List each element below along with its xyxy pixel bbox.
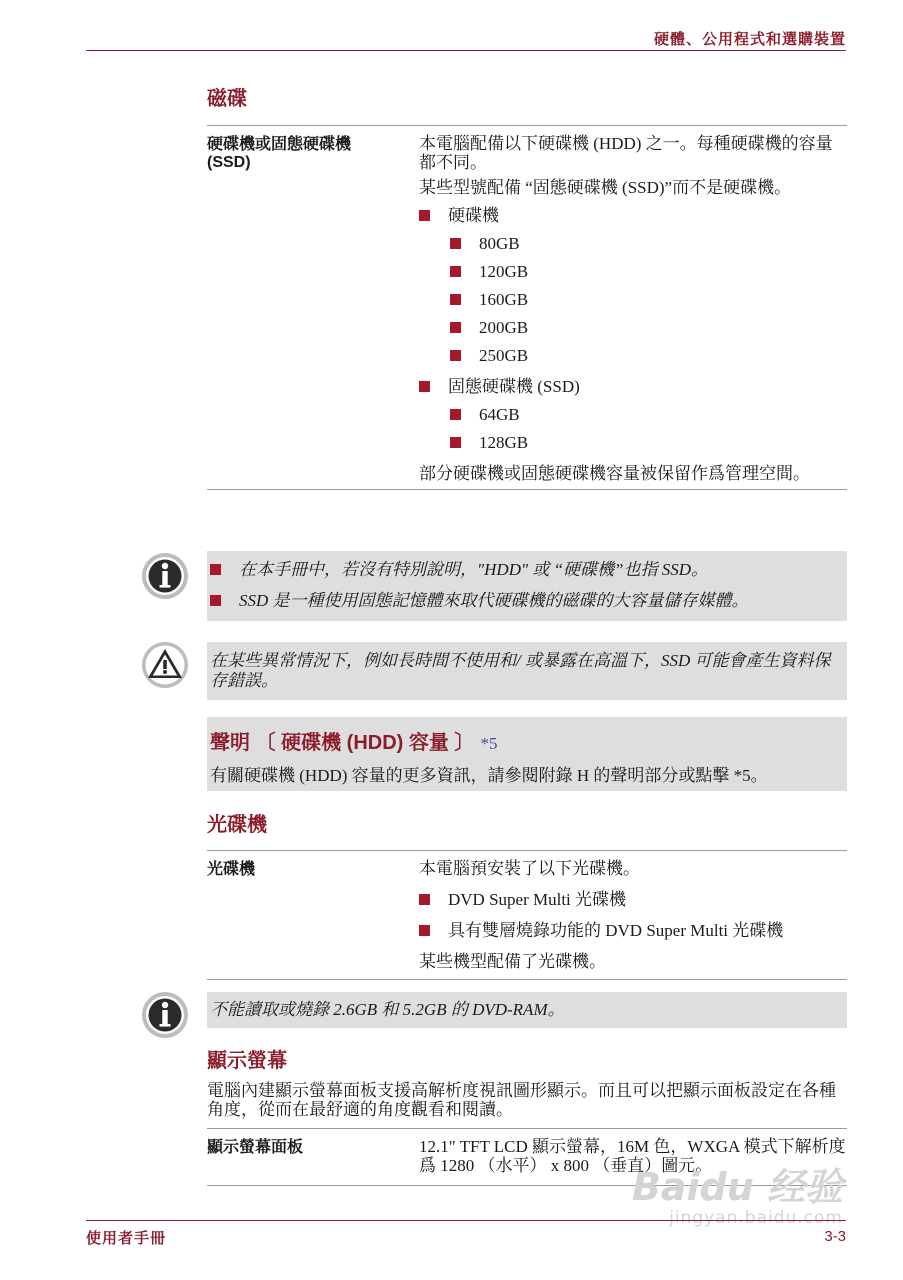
list-item: 硬碟機 bbox=[419, 206, 847, 225]
info-note-text: 不能讀取或燒錄 2.6GB 和 5.2GB 的 DVD-RAM。 bbox=[210, 1000, 565, 1019]
bullet-square-icon bbox=[210, 595, 221, 606]
declaration-link[interactable]: *5 bbox=[480, 734, 498, 753]
section-heading-optical: 光碟機 bbox=[207, 814, 267, 836]
info-note bbox=[207, 551, 847, 621]
watermark-url: jingyan.baidu.com bbox=[669, 1208, 843, 1228]
bullet-square-icon bbox=[210, 564, 221, 575]
info-icon bbox=[140, 990, 190, 1040]
info-note bbox=[207, 992, 847, 1028]
disk-section bbox=[207, 82, 847, 490]
warning-icon bbox=[140, 640, 190, 690]
spec-label-display: 顯示螢幕面板 bbox=[207, 1139, 304, 1156]
declaration-title: 聲明 〔 硬碟機 (HDD) 容量 〕 *5 bbox=[210, 732, 498, 754]
optical-spec-table bbox=[207, 850, 847, 980]
info-icon bbox=[140, 551, 190, 601]
list-item: 160GB bbox=[419, 290, 847, 309]
warning-text: 在某些異常情況下，例如長時間不使用和/ 或暴露在高溫下，SSD 可能會產生資料保存錯誤。 bbox=[210, 651, 831, 690]
list-item: 80GB bbox=[419, 234, 847, 253]
spec-label-optical: 光碟機 bbox=[207, 861, 256, 878]
display-intro: 電腦內建顯示螢幕面板支援高解析度視訊圖形顯示。而且可以把顯示面板設定在各種角度，從而在最舒適的角度觀看和閱讀。 bbox=[207, 1081, 836, 1119]
list-item: 固態硬碟機 (SSD) bbox=[419, 377, 847, 396]
watermark bbox=[631, 1165, 843, 1228]
bullet-square-icon bbox=[419, 381, 430, 392]
bullet-square-icon bbox=[450, 294, 461, 305]
header-divider bbox=[86, 50, 846, 51]
disk-intro-1: 本電腦配備以下硬碟機 (HDD) 之一。每種硬碟機的容量都不同。 bbox=[419, 134, 833, 172]
bullet-square-icon bbox=[450, 350, 461, 361]
declaration-box bbox=[207, 717, 847, 791]
spec-desc-optical bbox=[419, 859, 847, 973]
footer-title: 使用者手冊 bbox=[86, 1230, 167, 1247]
bullet-square-icon bbox=[419, 894, 430, 905]
spec-desc-disk bbox=[419, 134, 847, 483]
warning-note bbox=[207, 642, 847, 700]
list-item: DVD Super Multi 光碟機 bbox=[419, 890, 847, 909]
optical-intro: 本電腦預安裝了以下光碟機。 bbox=[419, 859, 640, 878]
running-header: 硬體、公用程式和選購裝置 bbox=[653, 31, 846, 48]
disk-footnote: 部分硬碟機或固態硬碟機容量被保留作爲管理空間。 bbox=[419, 464, 810, 483]
spec-label-disk: 硬碟機或固態硬碟機 (SSD) bbox=[207, 136, 352, 171]
bullet-square-icon bbox=[450, 238, 461, 249]
list-item: 128GB bbox=[419, 433, 847, 452]
spec-desc-display: 12.1" TFT LCD 顯示螢幕，16M 色，WXGA 模式下解析度爲 1280 （水平） x 800 （垂直）圖元。 bbox=[419, 1137, 846, 1175]
bullet-square-icon bbox=[419, 210, 430, 221]
list-item: SSD 是一種使用固態記憶體來取代硬碟機的磁碟的大容量儲存媒體。 bbox=[210, 591, 749, 611]
section-heading-disk: 磁碟 bbox=[207, 88, 247, 110]
page-number: 3-3 bbox=[824, 1228, 846, 1245]
optical-outro: 某些機型配備了光碟機。 bbox=[419, 952, 606, 971]
bullet-square-icon bbox=[450, 322, 461, 333]
list-item: 64GB bbox=[419, 405, 847, 424]
list-item: 在本手冊中，若沒有特別說明，"HDD" 或 “硬碟機”也指 SSD。 bbox=[210, 560, 708, 580]
bullet-square-icon bbox=[450, 437, 461, 448]
list-item: 120GB bbox=[419, 262, 847, 281]
section-heading-display: 顯示螢幕 bbox=[207, 1050, 287, 1072]
declaration-text: 有關硬碟機 (HDD) 容量的更多資訊，請參閱附錄 H 的聲明部分或點擊 *5。 bbox=[210, 766, 768, 785]
list-item: 250GB bbox=[419, 346, 847, 365]
bullet-square-icon bbox=[419, 925, 430, 936]
list-item: 200GB bbox=[419, 318, 847, 337]
list-item: 具有雙層燒錄功能的 DVD Super Multi 光碟機 bbox=[419, 921, 847, 940]
optical-section bbox=[207, 808, 847, 980]
watermark-brand: Baidu 经验 bbox=[631, 1165, 843, 1209]
disk-spec-table bbox=[207, 125, 847, 490]
bullet-square-icon bbox=[450, 409, 461, 420]
disk-intro-2: 某些型號配備 “固態硬碟機 (SSD)”而不是硬碟機。 bbox=[419, 178, 792, 197]
bullet-square-icon bbox=[450, 266, 461, 277]
footer-divider bbox=[86, 1220, 846, 1221]
